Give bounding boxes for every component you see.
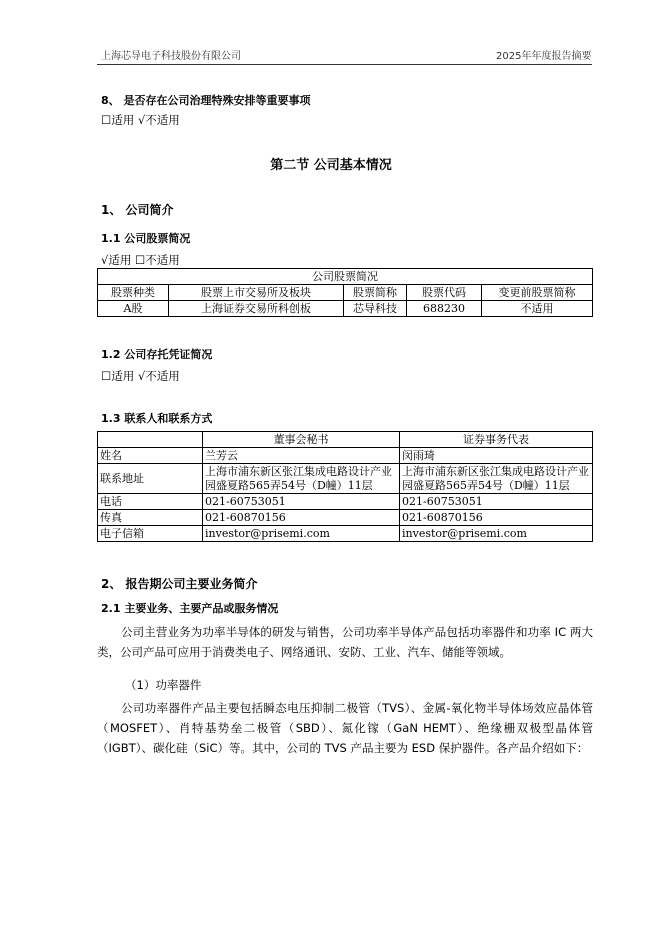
section-1-3-title: 1.3 联系人和联系方式 xyxy=(101,412,213,425)
stock-table-cell: 芯导科技 xyxy=(344,301,407,317)
stock-table-header: 股票上市交易所及板块 xyxy=(169,285,344,301)
section-title: 第二节 公司基本情况 xyxy=(270,158,392,173)
contact-table-cell: 021-60870156 xyxy=(203,510,400,526)
contact-table-cell: investor@prisemi.com xyxy=(400,526,593,542)
table-row xyxy=(98,269,593,285)
contact-table-cell: investor@prisemi.com xyxy=(203,526,400,542)
table-row xyxy=(98,510,593,526)
section-1-title: 1、 公司简介 xyxy=(101,203,174,217)
table-row xyxy=(98,301,593,317)
stock-table-header: 股票简称 xyxy=(344,285,407,301)
paragraph-power-devices: 公司功率器件产品主要包括瞬态电压抑制二极管（TVS）、金属-氧化物半导体场效应晶体管（MOSFET）、肖特基势垒二极管（SBD）、氮化镓（GaN HEMT）、绝缘栅双极型晶体管（IGBT）、碳化硅（SiC）等。其中，公司的 TVS 产品主要为 ESD 保护器件。各产品介绍如下： xyxy=(97,701,593,755)
stock-table-cell: 上海证券交易所科创板 xyxy=(169,301,344,317)
contact-table-cell: 021-60870156 xyxy=(400,510,593,526)
contact-table-cell: 闵雨琦 xyxy=(400,448,593,464)
stock-table-cell: A股 xyxy=(98,301,169,317)
table-row xyxy=(98,285,593,301)
table-row xyxy=(98,448,593,464)
section-2-1-title: 2.1 主要业务、主要产品或服务情况 xyxy=(101,602,279,615)
contact-table-label: 联系地址 xyxy=(98,464,203,494)
contact-table-cell: 021-60753051 xyxy=(400,494,593,510)
contact-table xyxy=(97,431,593,542)
section-1-1-title: 1.1 公司股票简况 xyxy=(101,232,191,245)
header-report-title: 2025年年度报告摘要 xyxy=(496,51,592,62)
section-1-2-option: ☐适用 √不适用 xyxy=(101,369,180,383)
contact-table-header xyxy=(98,432,203,448)
contact-table-label: 电子信箱 xyxy=(98,526,203,542)
section-1-2-title: 1.2 公司存托凭证简况 xyxy=(101,348,213,361)
contact-table-cell: 上海市浦东新区张江集成电路设计产业园盛夏路565弄54号（D幢）11层 xyxy=(203,464,400,494)
header-company: 上海芯导电子科技股份有限公司 xyxy=(101,51,241,62)
stock-table-header: 变更前股票简称 xyxy=(482,285,593,301)
header-divider xyxy=(97,64,592,65)
section-8-title: 8、 是否存在公司治理特殊安排等重要事项 xyxy=(101,94,311,107)
contact-table-cell: 021-60753051 xyxy=(203,494,400,510)
subheading-power-devices: （1）功率器件 xyxy=(125,678,202,692)
contact-table-label: 传真 xyxy=(98,510,203,526)
contact-table-cell: 兰芳云 xyxy=(203,448,400,464)
table-row xyxy=(98,526,593,542)
section-8-option: ☐适用 √不适用 xyxy=(101,113,180,127)
stock-table-header: 股票代码 xyxy=(407,285,482,301)
stock-table-header: 股票种类 xyxy=(98,285,169,301)
contact-table-label: 电话 xyxy=(98,494,203,510)
table-row xyxy=(98,432,593,448)
contact-table-header: 证券事务代表 xyxy=(400,432,593,448)
table-row xyxy=(98,464,593,494)
contact-table-cell: 上海市浦东新区张江集成电路设计产业园盛夏路565弄54号（D幢）11层 xyxy=(400,464,593,494)
section-2-title: 2、 报告期公司主要业务简介 xyxy=(101,577,258,591)
paragraph-business: 公司主营业务为功率半导体的研发与销售，公司功率半导体产品包括功率器件和功率 IC 两大类，公司产品可应用于消费类电子、网络通讯、安防、工业、汽车、储能等领域。 xyxy=(97,625,593,659)
stock-table-cell: 688230 xyxy=(407,301,482,317)
stock-table-cell: 不适用 xyxy=(482,301,593,317)
table-row xyxy=(98,494,593,510)
section-1-1-option: √适用 ☐不适用 xyxy=(101,253,180,267)
contact-table-label: 姓名 xyxy=(98,448,203,464)
stock-table-caption: 公司股票简况 xyxy=(98,269,593,285)
contact-table-header: 董事会秘书 xyxy=(203,432,400,448)
stock-table xyxy=(97,268,593,317)
